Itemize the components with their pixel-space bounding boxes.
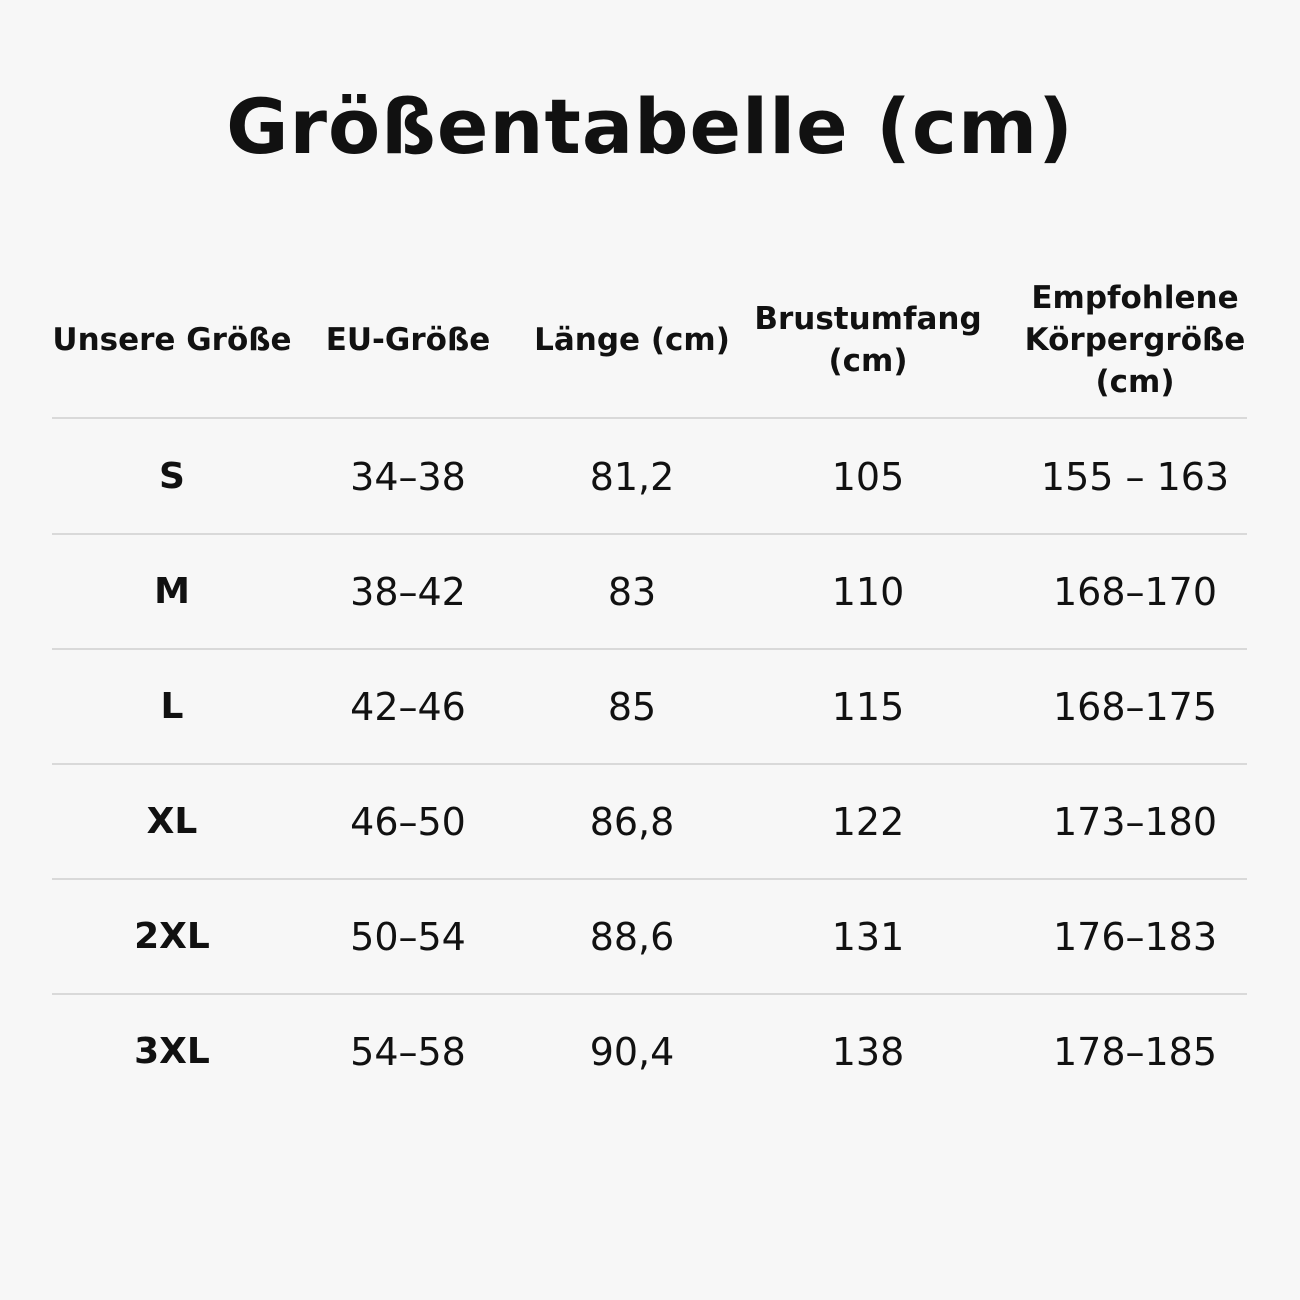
cell-body-height: 173–180: [1052, 800, 1218, 844]
cell-length: 90,4: [589, 1030, 675, 1074]
cell-body-height: 168–175: [1052, 685, 1218, 729]
cell-body-height: 168–170: [1052, 570, 1218, 614]
divider: [52, 993, 1247, 995]
cell-body-height: 176–183: [1052, 915, 1218, 959]
divider: [52, 533, 1247, 535]
cell-length: 86,8: [589, 800, 675, 844]
cell-our-size: 2XL: [134, 916, 210, 957]
cell-body-height: 155 – 163: [1040, 455, 1230, 499]
cell-our-size: L: [160, 686, 184, 727]
cell-chest: 115: [831, 685, 905, 729]
divider: [52, 763, 1247, 765]
cell-chest: 131: [831, 915, 905, 959]
cell-chest: 105: [831, 455, 905, 499]
cell-our-size: XL: [146, 801, 198, 842]
cell-eu-size: 42–46: [350, 685, 466, 729]
cell-eu-size: 38–42: [350, 570, 466, 614]
header-body-height: Empfohlene Körpergröße (cm): [1024, 280, 1246, 400]
cell-chest: 138: [831, 1030, 905, 1074]
cell-length: 83: [607, 570, 657, 614]
header-eu-size: EU-Größe: [325, 322, 491, 358]
cell-length: 88,6: [589, 915, 675, 959]
cell-eu-size: 50–54: [350, 915, 466, 959]
header-our-size: Unsere Größe: [52, 322, 292, 358]
cell-body-height: 178–185: [1052, 1030, 1218, 1074]
cell-chest: 122: [831, 800, 905, 844]
cell-our-size: M: [154, 571, 190, 612]
cell-chest: 110: [831, 570, 905, 614]
divider: [52, 878, 1247, 880]
cell-length: 81,2: [589, 455, 675, 499]
page-title: Größentabelle (cm): [226, 82, 1074, 171]
header-length: Länge (cm): [534, 322, 730, 358]
divider: [52, 648, 1247, 650]
header-chest: Brustumfang (cm): [754, 301, 982, 379]
cell-eu-size: 46–50: [350, 800, 466, 844]
divider: [52, 417, 1247, 419]
cell-our-size: S: [159, 456, 185, 497]
cell-length: 85: [607, 685, 657, 729]
cell-eu-size: 34–38: [350, 455, 466, 499]
cell-our-size: 3XL: [134, 1031, 210, 1072]
cell-eu-size: 54–58: [350, 1030, 466, 1074]
